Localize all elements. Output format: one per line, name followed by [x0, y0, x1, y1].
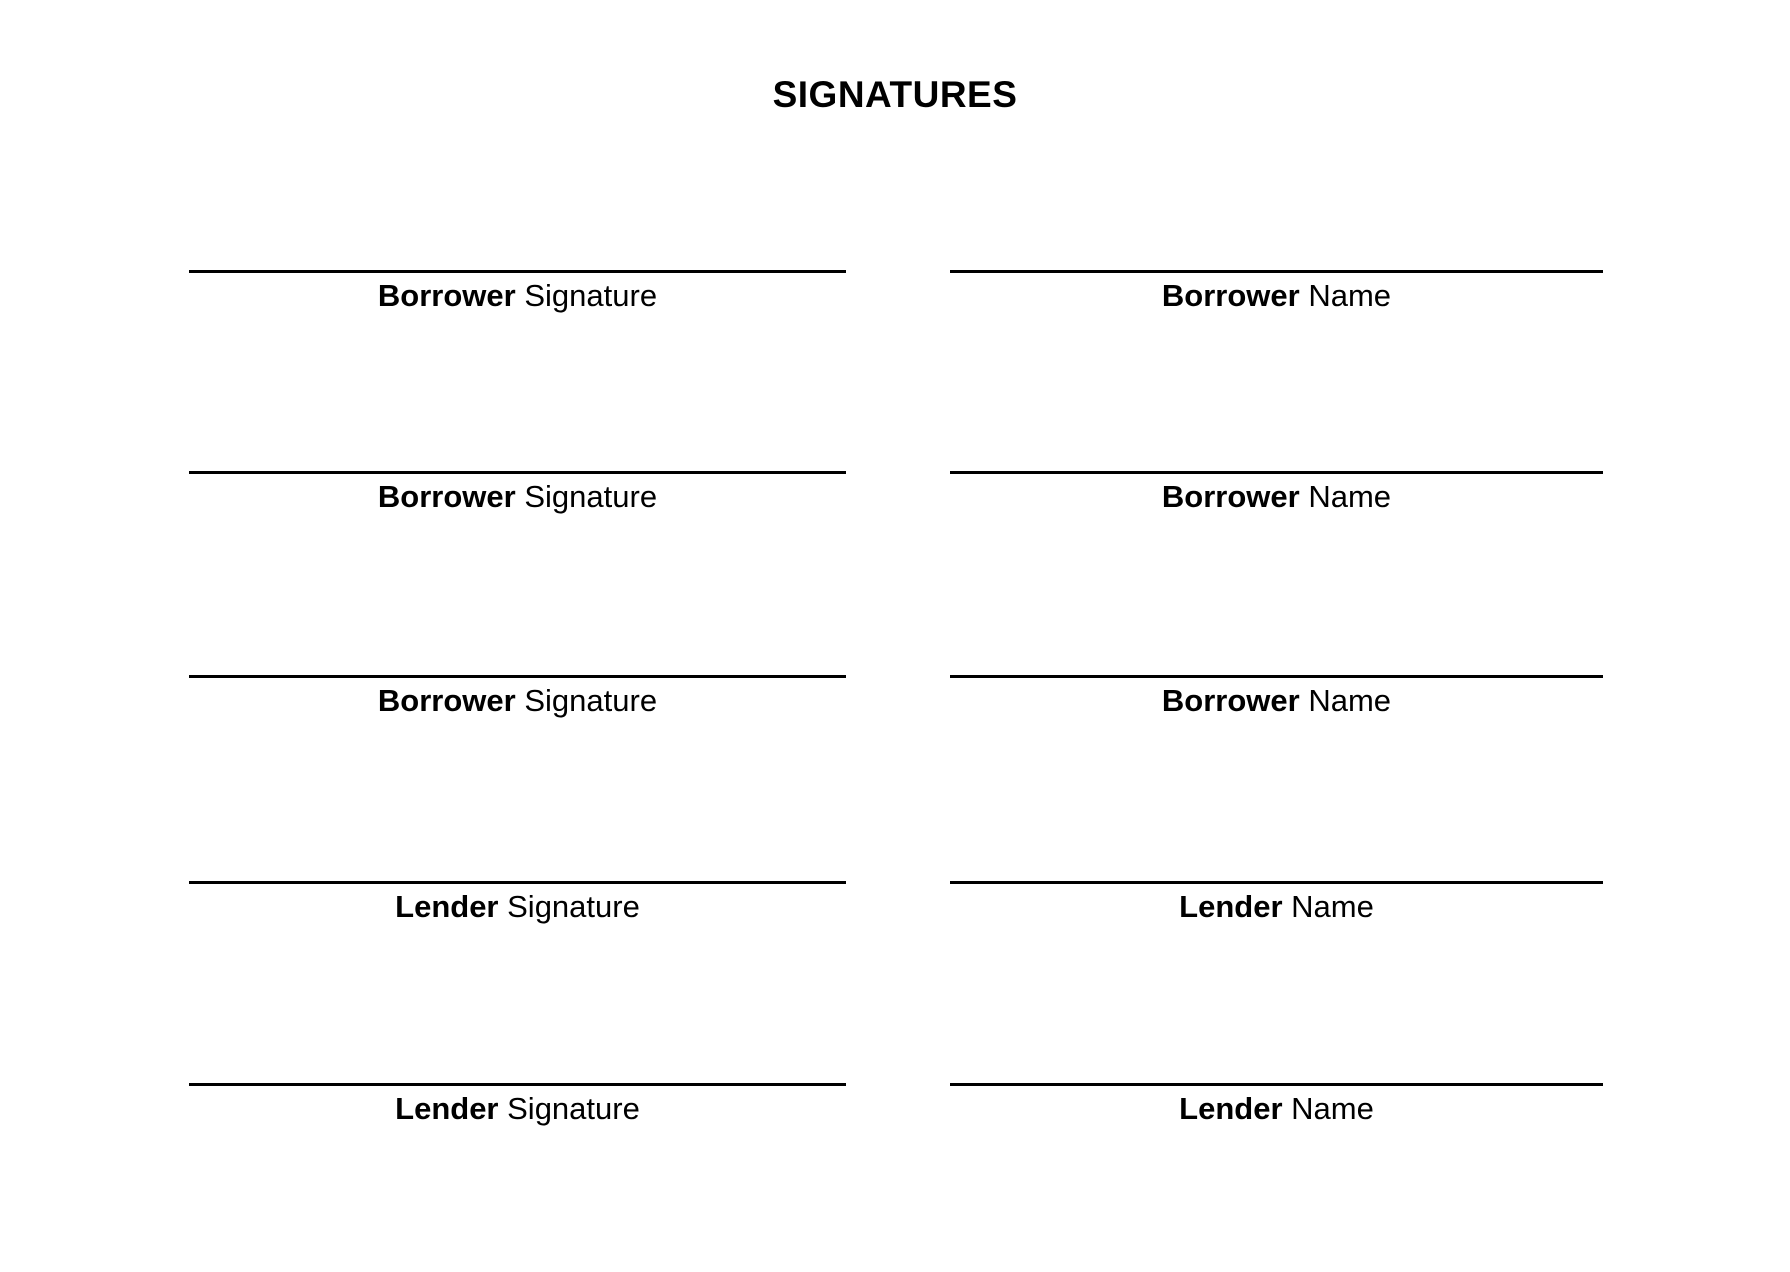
name-caption	[950, 479, 1603, 515]
signature-row	[0, 1083, 1790, 1143]
role-label: Borrower	[1161, 479, 1300, 514]
lender-signature-field[interactable]	[189, 1083, 846, 1143]
signature-line	[189, 270, 846, 273]
signature-line	[189, 675, 846, 678]
borrower-signature-field[interactable]	[189, 270, 846, 330]
signature-caption	[189, 278, 846, 314]
field-kind-label: Name	[1308, 278, 1392, 313]
role-label: Borrower	[377, 278, 516, 313]
name-line	[950, 471, 1603, 474]
borrower-signature-field[interactable]	[189, 675, 846, 735]
signature-row	[0, 675, 1790, 735]
field-kind-label: Name	[1308, 683, 1392, 718]
role-label: Lender	[1179, 1091, 1283, 1126]
signature-row	[0, 881, 1790, 941]
signature-caption	[189, 479, 846, 515]
role-label: Borrower	[377, 479, 516, 514]
role-label: Borrower	[377, 683, 516, 718]
borrower-name-field[interactable]	[950, 471, 1603, 531]
field-kind-label: Signature	[507, 889, 640, 924]
name-line	[950, 675, 1603, 678]
signature-line	[189, 881, 846, 884]
role-label: Lender	[395, 889, 499, 924]
borrower-signature-field[interactable]	[189, 471, 846, 531]
field-kind-label: Signature	[524, 683, 658, 718]
signature-line	[189, 471, 846, 474]
borrower-name-field[interactable]	[950, 675, 1603, 735]
lender-name-field[interactable]	[950, 1083, 1603, 1143]
lender-name-field[interactable]	[950, 881, 1603, 941]
role-label: Borrower	[1161, 683, 1300, 718]
signature-row	[0, 270, 1790, 330]
borrower-name-field[interactable]	[950, 270, 1603, 330]
field-kind-label: Name	[1291, 1091, 1374, 1126]
field-kind-label: Signature	[507, 1091, 640, 1126]
field-kind-label: Signature	[524, 479, 658, 514]
role-label: Borrower	[1161, 278, 1300, 313]
name-caption	[950, 683, 1603, 719]
name-line	[950, 881, 1603, 884]
role-label: Lender	[395, 1091, 499, 1126]
field-kind-label: Name	[1308, 479, 1392, 514]
field-kind-label: Name	[1291, 889, 1374, 924]
name-caption	[950, 1091, 1603, 1127]
name-caption	[950, 278, 1603, 314]
name-caption	[950, 889, 1603, 925]
signature-row	[0, 471, 1790, 531]
name-line	[950, 1083, 1603, 1086]
page-title: SIGNATURES	[772, 74, 1018, 115]
signature-caption	[189, 889, 846, 925]
field-kind-label: Signature	[524, 278, 658, 313]
signature-caption	[189, 683, 846, 719]
signature-line	[189, 1083, 846, 1086]
name-line	[950, 270, 1603, 273]
signature-caption	[189, 1091, 846, 1127]
lender-signature-field[interactable]	[189, 881, 846, 941]
role-label: Lender	[1179, 889, 1283, 924]
